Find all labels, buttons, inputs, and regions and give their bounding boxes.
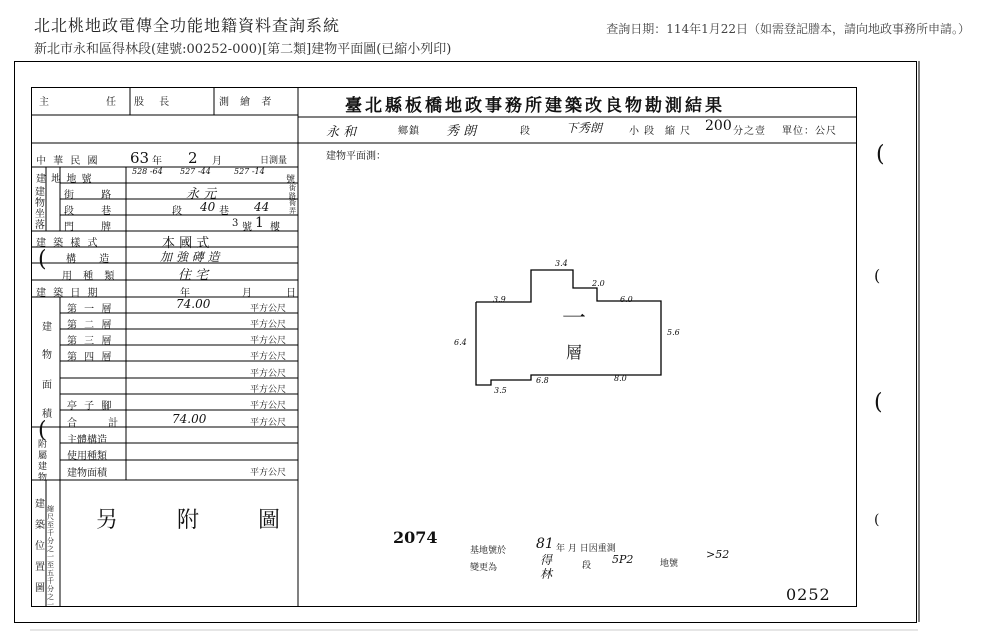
- rezone-note-post: 年 月 日因重測: [556, 544, 616, 554]
- floor-label: 亭 子 腳: [67, 401, 114, 412]
- month-label: 月: [212, 156, 222, 167]
- floor-label: 第 四 層: [67, 352, 114, 363]
- plan-dimension: 5.6: [667, 328, 680, 337]
- floor-unit: 平方公尺: [250, 401, 287, 411]
- page-code: 0252: [786, 585, 831, 604]
- district-handwritten: 秀 朗: [446, 124, 477, 139]
- new-section-label: 段: [582, 561, 592, 571]
- lane-no: 40: [200, 200, 216, 214]
- area-side-3: 面: [42, 380, 52, 391]
- plan-dimension: 6.4: [454, 338, 467, 347]
- street-side: 街路: [289, 184, 296, 200]
- land-no-1: 528 -64: [132, 167, 163, 176]
- door-label: 門 牌: [64, 222, 124, 233]
- structure-label: 構 造: [66, 254, 120, 265]
- subsection-handwritten: 下秀朗: [566, 121, 603, 135]
- plan-dimension: 2.0: [592, 279, 605, 288]
- punch-hole-mark: (: [874, 266, 881, 285]
- floor-plan-number: 一: [562, 304, 586, 332]
- floor-value: 74.00: [176, 297, 211, 311]
- new-land-label: 地號: [660, 559, 679, 569]
- scale-label: 縮 尺: [665, 126, 692, 137]
- annex-usage-label: 使用種類: [67, 451, 107, 462]
- door-no-label: 號: [242, 222, 252, 233]
- side-location-label: 建物坐落: [35, 187, 45, 231]
- door-floor-label: 樓: [270, 222, 280, 233]
- land-no-suffix: 號: [286, 175, 296, 185]
- survey-year: 63: [130, 149, 150, 167]
- system-title: 北北桃地政電傳全功能地籍資料查詢系統: [34, 16, 341, 35]
- city-handwritten: 永 和: [326, 125, 357, 140]
- alley-no: 44: [254, 200, 270, 214]
- floor-label: 合 計: [67, 418, 133, 429]
- surveyor-label: 測 繪 者: [219, 97, 276, 108]
- build-date-label: 建 築 日 期: [36, 288, 100, 299]
- punch-hole-mark: (: [874, 390, 883, 415]
- floor-label: 第 一 層: [67, 304, 114, 315]
- annex-structure-label: 主體構造: [67, 435, 107, 446]
- street-label: 街 路: [64, 190, 124, 201]
- form-title: 臺北縣板橋地政事務所建築改良物勘測結果: [345, 96, 725, 116]
- serial-number: 2074: [393, 528, 438, 547]
- new-land-no: >52: [706, 548, 730, 561]
- usage-value: 住 宅: [178, 268, 209, 283]
- punch-hole-mark: (: [38, 418, 47, 443]
- new-section-name: 得林: [540, 553, 553, 581]
- unit-label: 單位：公尺: [782, 126, 837, 137]
- door-no: 3: [232, 218, 239, 229]
- township-label: 鄉鎮: [398, 126, 420, 137]
- structure-value: 加 強 磚 造: [160, 250, 220, 264]
- changed-to-label: 變更為: [470, 563, 498, 573]
- plan-label: 建物平面測：: [326, 151, 386, 162]
- floor-unit: 平方公尺: [250, 304, 287, 314]
- plan-dimension: 3.5: [494, 386, 507, 395]
- floor-unit: 平方公尺: [250, 385, 287, 395]
- style-label: 建 築 樣 式: [36, 238, 100, 249]
- date-label: 中 華 民 國: [36, 156, 100, 167]
- floor-unit: 平方公尺: [250, 369, 287, 379]
- year-label: 年: [152, 156, 162, 167]
- floor-plan-label: 層: [566, 343, 583, 362]
- punch-hole-mark: (: [874, 512, 880, 528]
- usage-label: 用 種 類: [62, 271, 119, 282]
- floor-unit: 平方公尺: [250, 336, 287, 346]
- build-date-month: 月: [242, 288, 252, 299]
- annex-area-label: 建物面積: [67, 468, 107, 479]
- position-side-label: 建築位置圖: [35, 499, 45, 594]
- see-attached-note: 另 附 圖: [96, 508, 306, 533]
- floor-unit: 平方公尺: [250, 320, 287, 330]
- new-section-no: 5P2: [612, 553, 634, 566]
- land-no-label: 建 地 地 號: [36, 174, 93, 185]
- ren-label: 任: [106, 97, 116, 108]
- section-chief-label: 股 長: [134, 97, 176, 108]
- alley-side: 衖弄: [289, 199, 296, 215]
- chief-label: 主: [39, 97, 49, 108]
- annex-side-label: 附屬建物: [38, 440, 48, 483]
- punch-hole-mark: (: [876, 142, 885, 167]
- plan-dimension: 6.0: [620, 295, 633, 304]
- plan-dimension: 8.0: [614, 374, 627, 383]
- street-value: 永 元: [186, 187, 217, 202]
- build-date-year: 年: [180, 288, 190, 299]
- build-date-day: 日: [286, 288, 296, 299]
- floor-value: 74.00: [172, 412, 207, 426]
- land-no-3: 527 -14: [234, 167, 265, 176]
- scale-value: 200: [705, 118, 732, 134]
- style-value: 本 國 式: [162, 236, 210, 251]
- punch-hole-mark: (: [38, 247, 47, 272]
- area-side-4: 積: [42, 409, 52, 420]
- lane-label: 段 巷: [64, 206, 124, 217]
- area-side-2: 物: [42, 350, 52, 361]
- rezone-note-pre: 基地號於: [470, 546, 507, 556]
- query-date: 查詢日期：114年1月22日（如需登記謄本，請向地政事務所申請。）: [606, 22, 970, 36]
- door-floor: 1: [255, 215, 264, 231]
- lane-label-2: 巷: [219, 206, 229, 217]
- plan-dimension: 6.8: [536, 376, 549, 385]
- floor-unit: 平方公尺: [250, 352, 287, 362]
- survey-month: 2: [188, 149, 198, 167]
- small-section-label: 小 段: [629, 126, 656, 137]
- day-label: 日測量: [260, 156, 288, 166]
- section-label: 段: [520, 126, 531, 137]
- plan-dimension: 3.4: [555, 259, 568, 268]
- position-side-note: 縮尺至千分之一至五千分之一: [47, 505, 54, 609]
- annex-area-unit: 平方公尺: [250, 468, 287, 478]
- rezone-year: 81: [536, 536, 554, 552]
- document-subtitle: 新北市永和區得林段(建號:00252-000)[第二類]建物平面圖(已縮小列印): [34, 42, 452, 57]
- area-side-1: 建: [42, 322, 52, 333]
- floor-label: 第 三 層: [67, 336, 114, 347]
- plan-dimension: 3.9: [493, 295, 506, 304]
- floor-label: 第 二 層: [67, 320, 114, 331]
- floor-unit: 平方公尺: [250, 418, 287, 428]
- scale-unit: 分之壹: [733, 126, 766, 137]
- land-no-2: 527 -44: [180, 167, 211, 176]
- lane-pre: 段: [172, 206, 182, 217]
